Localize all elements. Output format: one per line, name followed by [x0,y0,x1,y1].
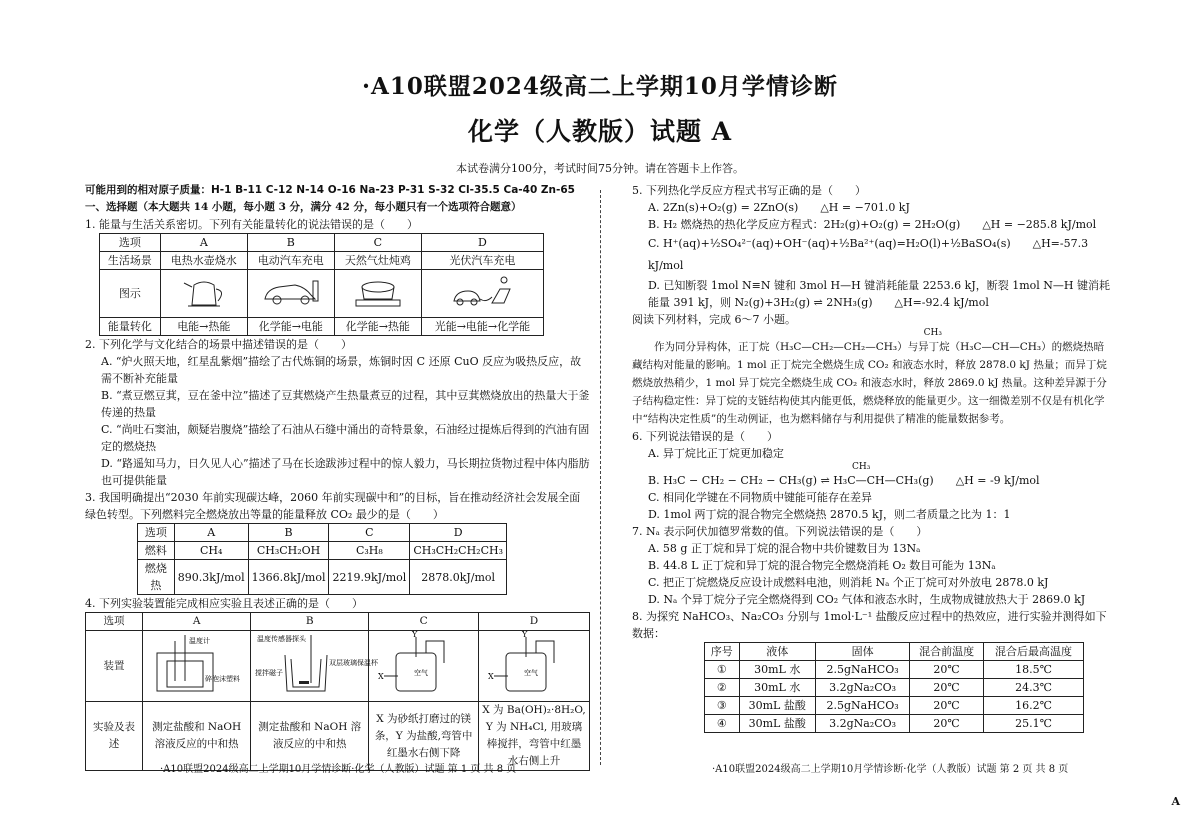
electric-car-illustration [261,273,321,309]
right-column [632,182,1112,733]
q4-row-label: 实验及表述 [86,702,143,771]
q1-cell: 化学能→电能 [247,318,334,336]
q1-cell: 光伏汽车充电 [421,252,543,270]
q6-option: C. 相同化学键在不同物质中键能可能存在差异 [648,491,873,504]
q2-stem: 2. 下列化学与文化结合的场景中描述错误的是（ ） [85,338,352,351]
q4-desc-cell: X 为砂纸打磨过的镁条，Y 为盐酸,弯管中红墨水右侧下降 [369,702,479,771]
q5-option: C. H⁺(aq)+½SO₄²⁻(aq)+OH⁻(aq)+½Ba²⁺(aq)=H₂O(l)+½BaSO₄(s) △H=-57.3 kJ/mol [648,237,1089,272]
q8-cell: 20℃ [910,697,984,715]
q1-table [99,233,544,336]
q1-cell: 光能→电能→化学能 [421,318,543,336]
q2-option: A. “炉火照天地，红星乱紫烟”描绘了古代炼铜的场景，炼铜时因 C 还原 CuO 反应为吸热反应，故需不断补充能量 [101,355,582,385]
x-label: X [377,672,384,681]
q8-cell: 30mL 水 [739,679,815,697]
q7-option: D. Nₐ 个异丁烷分子完全燃烧得到 CO₂ 气体和液态水时，生成物成键放热大于 2869.0 kJ [648,593,1086,606]
device-label: 温度计 [188,637,210,645]
q8-header-cell: 固体 [815,643,909,661]
page-subtitle: 化学（人教版）试题 A [467,117,733,146]
q3-cell: CH₃CH₂CH₂CH₃ [410,542,507,560]
q4-device-cell [369,631,479,702]
q3-cell: 2878.0kJ/mol [410,560,507,595]
q3-row-label: 燃烧热 [138,560,175,595]
device-label: 双层玻璃保温杯 [328,659,378,667]
ch3-branch: CH₃ [852,462,871,472]
q1-pic-cell [247,270,334,318]
calorimeter-a-diagram [147,631,247,695]
q3-header-cell: B [248,524,329,542]
u-tube-c-diagram [374,631,474,695]
section-heading: 一、选择题（本大题共 14 小题，每小题 3 分，满分 42 分，每小题只有一个选项符合题意） [85,201,522,213]
q8-table [704,642,1084,733]
q7-stem: 7. Nₐ 表示阿伏加德罗常数的值。下列说法错误的是（ ） [632,525,928,538]
q8-cell: 16.2℃ [983,697,1083,715]
q4-stem: 4. 下列实验装置能完成相应实验且表述正确的是（ ） [85,597,363,610]
q4-header-cell: C [369,613,479,631]
q3-header-cell: 选项 [138,524,175,542]
reading-material: 作为同分异构体，正丁烷（H₃C—CH₂—CH₂—CH₃）与异丁烷（H₃C—CH—CH₃）的燃烧热暗藏结构对能量的影响。1 mol 正丁烷完全燃烧生成 CO₂ 和液态水时，释放 2878.0 kJ 热量；而异丁烷燃烧放热稍少，1 mol 异丁烷完全燃烧生成 CO₂ 和液态水时，释放 2869.0 kJ 热量。这种差异源于分子结构稳定性：异丁烷的支链结构使其内能更低，燃烧释放的能量更少。这一细微差别不仅是有机化学中“结构决定性质”的生动例证，也为燃料储存与利用提供了精准的能量数据参考。 [632,341,1107,425]
q4-table [85,612,590,771]
q3-cell: 1366.8kJ/mol [248,560,329,595]
u-tube-d-diagram [484,631,584,695]
q1-row-label: 能量转化 [100,318,161,336]
device-label: 空气 [413,669,428,677]
q1-header-cell: C [334,234,421,252]
q8-cell: 25.1℃ [983,715,1083,733]
y-label: Y [411,630,417,639]
q1-row-label: 图示 [100,270,161,318]
page-divider [600,190,601,765]
q1-header-cell: B [247,234,334,252]
q1-cell: 电能→热能 [160,318,247,336]
q4-device-cell [143,631,251,702]
calorimeter-b-diagram [254,631,378,695]
page-footer-right: ·A10联盟2024级高二上学期10月学情诊断·化学（人教版）试题 第 2 页 共 8 页 [712,764,1069,775]
q1-header-cell: A [160,234,247,252]
q8-cell: 20℃ [910,715,984,733]
q3-cell: 2219.9kJ/mol [329,560,410,595]
q6-stem: 6. 下列说法错误的是（ ） [632,430,778,443]
q2-option: D. “路遥知马力，日久见人心”描述了马在长途跋涉过程中的惊人毅力，马长期拉货物过程中体内脂肪也可提供能量 [101,457,590,487]
x-label: X [487,672,494,681]
q8-cell: ③ [705,697,740,715]
q8-header-cell: 混合前温度 [910,643,984,661]
q5-option: B. H₂ 燃烧热的热化学反应方程式：2H₂(g)+O₂(g) = 2H₂O(g) △H = −285.8 kJ/mol [648,218,1097,231]
q1-header-cell: 选项 [100,234,161,252]
q5-option: D. 已知断裂 1mol N≡N 键和 3mol H—H 键消耗能量 2253.6 kJ，断裂 1mol N—H 键消耗能量 391 kJ，则 N₂(g)+3H₂(g) ⇌ 2NH₃(g) △H=-92.4 kJ/mol [648,279,1111,309]
q5-stem: 5. 下列热化学反应方程式书写正确的是（ ） [632,184,866,197]
q6-option: D. 1mol 两丁烷的混合物完全燃烧热 2870.5 kJ，则二者质量之比为 1：1 [648,508,1011,521]
q1-cell: 电动汽车充电 [247,252,334,270]
stove-pot-illustration [348,273,408,309]
q8-cell: 20℃ [910,661,984,679]
q8-cell: 24.3℃ [983,679,1083,697]
q7-option: B. 44.8 L 正丁烷和异丁烷的混合物完全燃烧消耗 O₂ 数目可能为 13Nₐ [648,559,996,572]
q8-cell: 3.2gNa₂CO₃ [815,715,909,733]
q3-cell: 890.3kJ/mol [174,560,248,595]
page-title: ·A10联盟2024级高二上学期10月学情诊断 [362,73,838,100]
q8-cell: 30mL 水 [739,661,815,679]
q4-header-cell: B [251,613,369,631]
q3-header-cell: A [174,524,248,542]
q8-cell: 20℃ [910,679,984,697]
q1-stem: 1. 能量与生活关系密切。下列有关能量转化的说法错误的是（ ） [85,218,418,231]
q4-row-label: 装置 [86,631,143,702]
q4-header-cell: 选项 [86,613,143,631]
q8-cell: 3.2gNa₂CO₃ [815,679,909,697]
q8-cell: 30mL 盐酸 [739,697,815,715]
q8-cell: 2.5gNaHCO₃ [815,697,909,715]
q3-cell: CH₄ [174,542,248,560]
q8-cell: 18.5℃ [983,661,1083,679]
q4-header-cell: A [143,613,251,631]
q1-row-label: 生活场景 [100,252,161,270]
ch3-branch: CH₃ [923,328,942,338]
q4-desc-cell: 测定盐酸和 NaOH 溶液反应的中和热 [251,702,369,771]
atomic-masses: 可能用到的相对原子质量：H-1 B-11 C-12 N-14 O-16 Na-23 P-31 S-32 Cl-35.5 Ca-40 Zn-65 [85,184,575,196]
q1-pic-cell [160,270,247,318]
q6-option: A. 异丁烷比正丁烷更加稳定 [648,447,784,460]
device-label: 碎泡沫塑料 [204,675,240,683]
solar-car-illustration [452,273,512,309]
kettle-illustration [174,273,234,309]
q3-cell: CH₃CH₂OH [248,542,329,560]
q3-cell: C₃H₈ [329,542,410,560]
q3-row-label: 燃料 [138,542,175,560]
q3-stem: 3. 我国明确提出“2030 年前实现碳达峰，2060 年前实现碳中和”的目标，旨在推动经济社会发展全面绿色转型。下列燃料完全燃烧放出等量的能量释放 CO₂ 最少的是（ ） [85,491,581,521]
q4-desc-cell: 测定盐酸和 NaOH 溶液反应的中和热 [143,702,251,771]
q1-cell: 天然气灶炖鸡 [334,252,421,270]
q2-option: C. “尚吐石窦油，颇疑岩腹烧”描绘了石油从石缝中涌出的奇特景象，石油经过提炼后得到的汽油有固定的燃烧热 [101,423,590,453]
q4-header-cell: D [478,613,589,631]
q2-option: B. “煮豆燃豆萁，豆在釜中泣”描述了豆萁燃烧产生热量煮豆的过程，其中豆萁燃烧放出的热量大于釜传递的热量 [101,389,590,419]
corner-mark: A [1171,795,1180,808]
q4-device-cell [478,631,589,702]
q8-cell: ② [705,679,740,697]
q1-pic-cell [421,270,543,318]
q7-option: A. 58 g 正丁烷和异丁烷的混合物中共价键数目为 13Nₐ [648,542,921,555]
q4-device-cell [251,631,378,702]
exam-notice: 本试卷满分100分，考试时间75分钟。请在答题卡上作答。 [456,162,744,175]
y-label: Y [521,630,528,639]
q8-cell: 30mL 盐酸 [739,715,815,733]
q7-option: C. 把正丁烷燃烧反应设计成燃料电池，则消耗 Nₐ 个正丁烷可对外放电 2878.0 kJ [648,576,1049,589]
q8-header-cell: 序号 [705,643,740,661]
q1-pic-cell [334,270,421,318]
read-intro: 阅读下列材料，完成 6～7 小题。 [632,313,796,326]
q8-stem: 8. 为探究 NaHCO₃、Na₂CO₃ 分别与 1mol·L⁻¹ 盐酸反应过程中的热效应，进行实验并测得如下数据： [632,610,1107,640]
q8-cell: ① [705,661,740,679]
left-column [85,182,590,771]
device-label: 搅拌磁子 [254,669,283,677]
q3-header-cell: D [410,524,507,542]
q1-cell: 化学能→热能 [334,318,421,336]
q8-cell: ④ [705,715,740,733]
q3-table [137,523,507,595]
device-label: 空气 [523,669,538,677]
q4-desc-cell: X 为 Ba(OH)₂·8H₂O, Y 为 NH₄Cl, 用玻璃棒搅拌，弯管中红墨水右侧上升 [478,702,589,771]
q1-cell: 电热水壶烧水 [160,252,247,270]
device-label: 温度传感器探头 [256,635,306,643]
q8-cell: 2.5gNaHCO₃ [815,661,909,679]
q3-header-cell: C [329,524,410,542]
q6-option: B. H₃C − CH₂ − CH₂ − CH₃(g) ⇌ H₃C—CH—CH₃(g) △H = -9 kJ/mol [648,474,1040,487]
q5-option: A. 2Zn(s)+O₂(g) = 2ZnO(s) △H = −701.0 kJ [648,201,910,214]
q8-header-cell: 混合后最高温度 [983,643,1083,661]
q1-header-cell: D [421,234,543,252]
q8-header-cell: 液体 [739,643,815,661]
page-footer-left: ·A10联盟2024级高二上学期10月学情诊断·化学（人教版）试题 第 1 页 共 8 页 [160,764,517,775]
